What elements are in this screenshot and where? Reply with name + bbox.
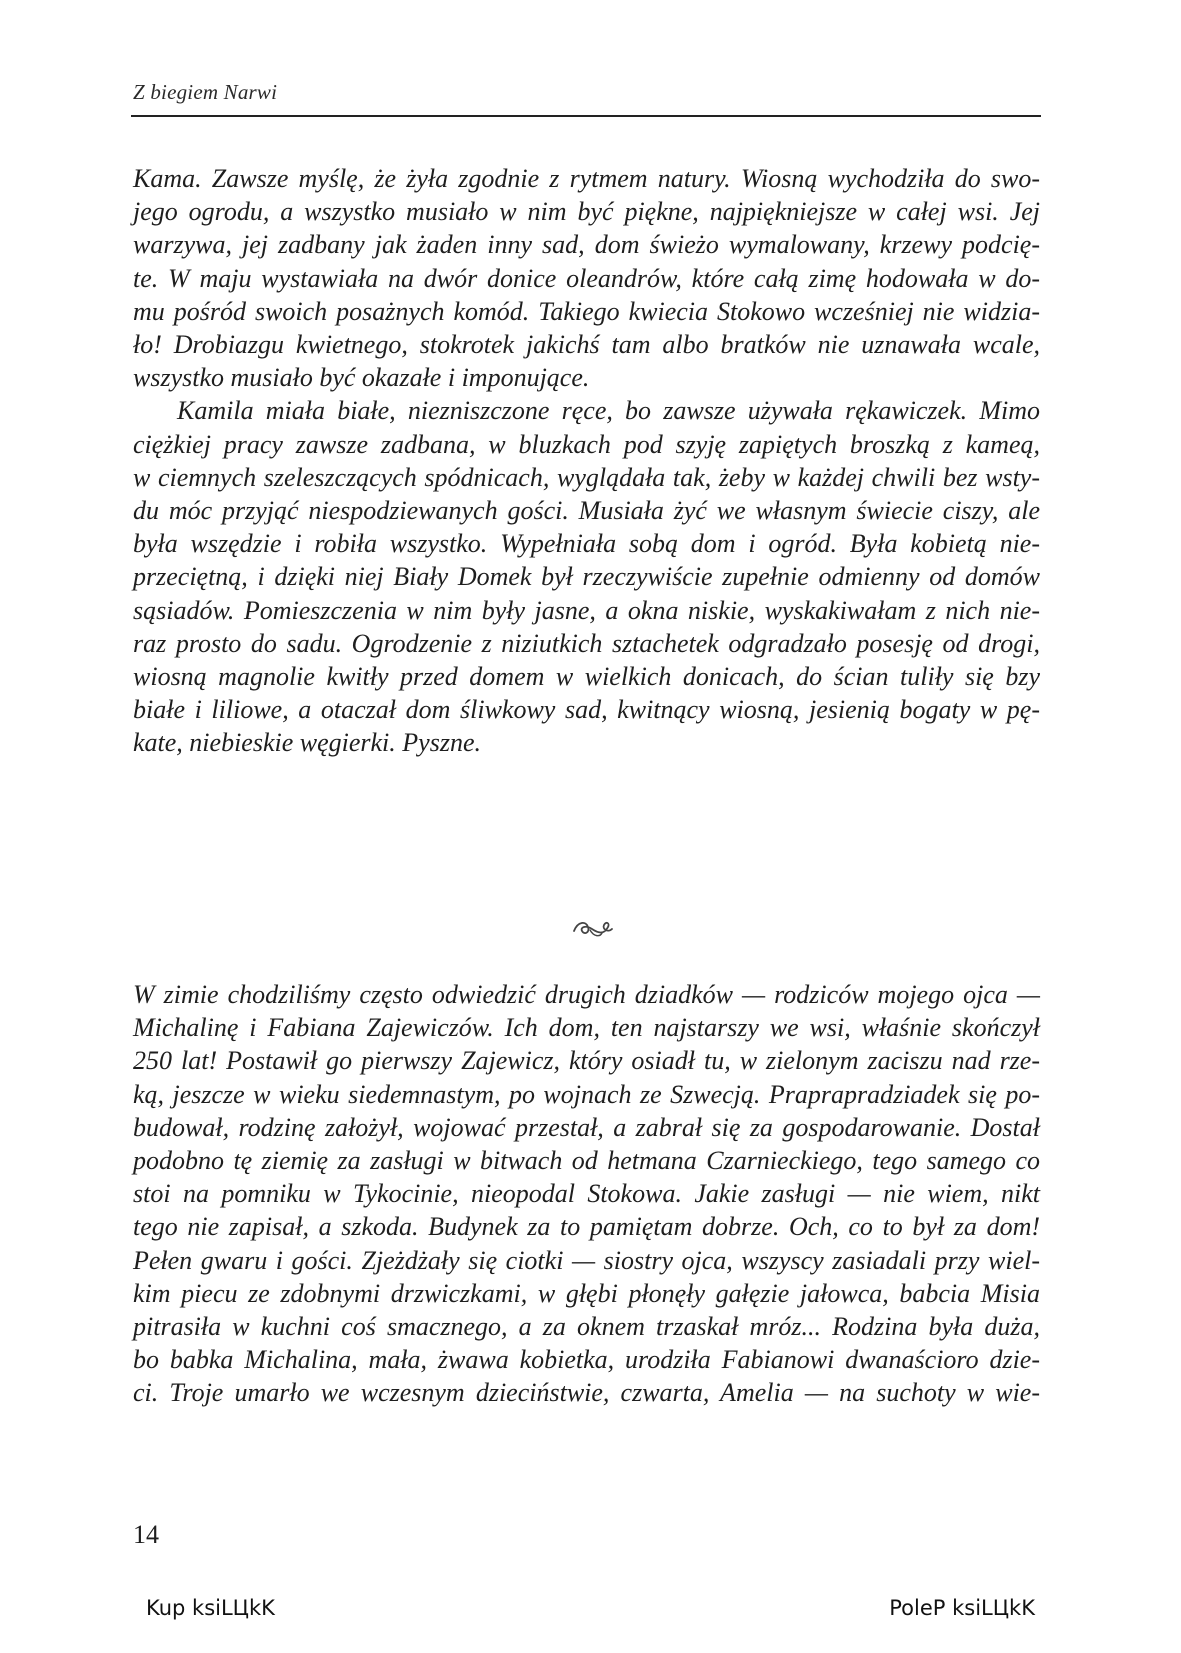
text-line: te. W maju wystawiała na dwór donice oleandrów, które całą zimę hodowała w do- — [133, 263, 1040, 293]
text-section-1 — [133, 162, 1040, 760]
fleuron-icon — [570, 915, 614, 941]
paragraph — [133, 394, 1040, 759]
text-line: jego ogrodu, a wszystko musiało w nim być piękne, najpiękniejsze w całej wsi. Jej — [133, 197, 1040, 227]
text-line: mu pośród swoich posażnych komód. Takiego kwiecia Stokowo wcześniej nie widzia- — [133, 296, 1040, 326]
text-line: wszystko musiało być okazałe i imponujące. — [133, 363, 590, 393]
text-line: ką, jeszcze w wieku siedemnastym, po wojnach ze Szwecją. Praprapradziadek się po- — [133, 1079, 1040, 1109]
text-line: raz prosto do sadu. Ogrodzenie z niziutkich sztachetek odgradzało posesję od drogi, — [133, 628, 1040, 658]
page-number: 14 — [133, 1520, 159, 1549]
running-header: Z biegiem Narwi — [133, 80, 278, 104]
text-line: budował, rodzinę założył, wojować przestał, a zabrał się za gospodarowanie. Dostał — [133, 1112, 1040, 1142]
text-line: kim piecu ze zdobnymi drzwiczkami, w głębi płonęły gałęzie jałowca, babcia Misia — [133, 1278, 1040, 1308]
paragraph — [133, 162, 1040, 394]
text-line: białe i liliowe, a otaczał dom śliwkowy sad, kwitnący wiosną, jesienią bogaty w pę- — [133, 695, 1040, 725]
text-line: bo babka Michalina, mała, żwawa kobietka, urodziła Fabianowi dwanaścioro dzie- — [133, 1345, 1040, 1375]
text-line: była wszędzie i robiła wszystko. Wypełniała sobą dom i ogród. Była kobietą nie- — [133, 529, 1040, 559]
text-line: wiosną magnolie kwitły przed domem w wielkich donicach, do ścian tuliły się bzy — [133, 662, 1040, 692]
text-line: ło! Drobiazgu kwietnego, stokrotek jakichś tam albo bratków nie uznawała wcale, — [133, 330, 1040, 360]
text-line: ciężkiej pracy zawsze zadbana, w bluzkach pod szyję zapiętych broszką z kameą, — [133, 429, 1040, 459]
text-line: Kama. Zawsze myślę, że żyła zgodnie z rytmem natury. Wiosną wychodziła do swo- — [133, 164, 1040, 193]
text-line: kate, niebieskie węgierki. Pyszne. — [133, 728, 481, 758]
text-line: tego nie zapisał, a szkoda. Budynek za to pamiętam dobrze. Och, co to był za dom! — [133, 1212, 1040, 1242]
text-line: w ciemnych szeleszczących spódnicach, wyglądała tak, żeby w każdej chwili bez wsty- — [133, 462, 1040, 492]
paragraph — [133, 978, 1040, 1410]
text-line: 250 lat! Postawił go pierwszy Zajewicz, który osiadł tu, w zielonym zaciszu nad rze- — [133, 1046, 1040, 1076]
text-line: pitrasiła w kuchni coś smacznego, a za oknem trzaskał mróz... Rodzina była duża, — [133, 1312, 1040, 1342]
footer-buy-book-link[interactable]: Kup ksiLЦkK — [146, 1596, 275, 1620]
text-line: W zimie chodziliśmy często odwiedzić drugich dziadków — rodziców mojego ojca — — [133, 980, 1040, 1009]
text-line: podobno tę ziemię za zasługi w bitwach od hetmana Czarnieckiego, tego samego co — [133, 1146, 1040, 1176]
text-line: Kamila miała białe, niezniszczone ręce, bo zawsze używała rękawiczek. Mimo — [177, 396, 1040, 426]
text-line: du móc przyjąć niespodziewanych gości. Musiała żyć we własnym świecie ciszy, ale — [133, 496, 1040, 526]
text-section-2 — [133, 978, 1040, 1410]
text-line: warzywa, jej zadbany jak żaden inny sad, dom świeżo wymalowany, krzewy podcię- — [133, 230, 1040, 260]
text-line: ci. Troje umarło we wczesnym dzieciństwie, czwarta, Amelia — na suchoty w wie- — [133, 1378, 1040, 1408]
text-line: przeciętną, i dzięki niej Biały Domek był rzeczywiście zupełnie odmienny od domów — [133, 562, 1040, 592]
footer-recommend-book-link[interactable]: PoleP ksiLЦkK — [889, 1596, 1035, 1620]
header-rule — [131, 115, 1041, 117]
text-line: Michalinę i Fabiana Zajewiczów. Ich dom, ten najstarszy we wsi, właśnie skończył — [133, 1013, 1040, 1043]
text-line: Pełen gwaru i gości. Zjeżdżały się ciotki — siostry ojca, wszyscy zasiadali przy wiel- — [133, 1245, 1040, 1275]
text-line: stoi na pomniku w Tykocinie, nieopodal Stokowa. Jakie zasługi — nie wiem, nikt — [133, 1179, 1040, 1209]
text-line: sąsiadów. Pomieszczenia w nim były jasne, a okna niskie, wyskakiwałam z nich nie- — [133, 595, 1040, 625]
